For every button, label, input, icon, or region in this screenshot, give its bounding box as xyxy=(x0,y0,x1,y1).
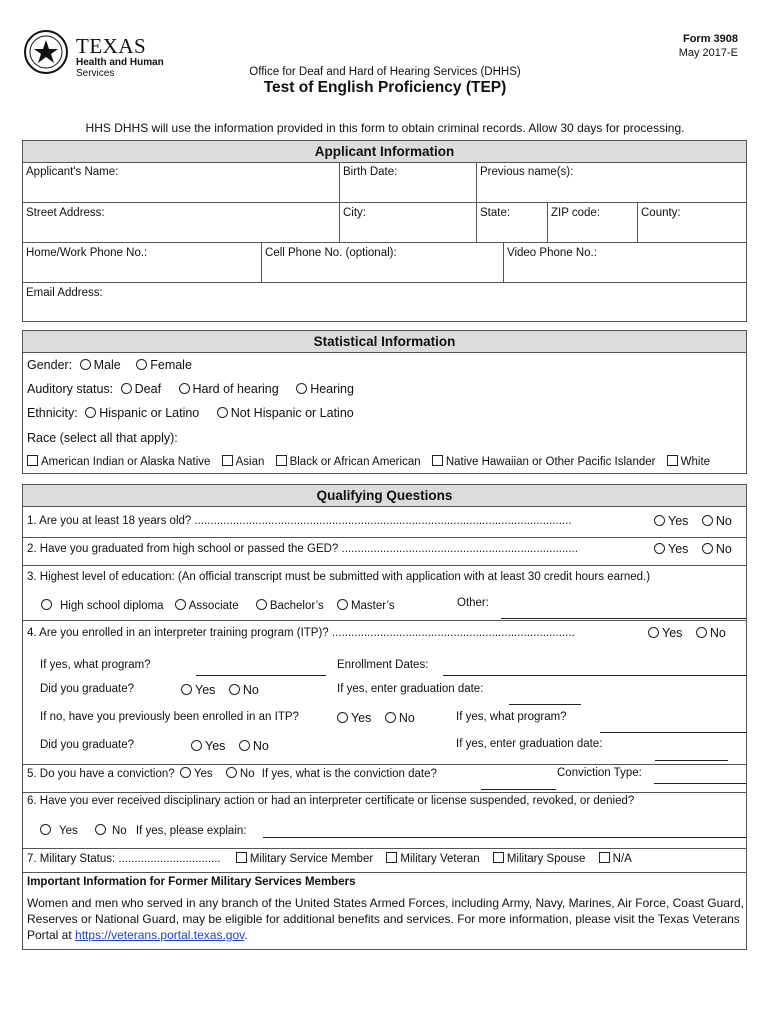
previous-names-field[interactable]: Previous name(s): xyxy=(477,162,746,203)
explain-line[interactable] xyxy=(263,837,746,838)
q2-no-radio[interactable]: No xyxy=(692,542,732,556)
military-spouse-checkbox[interactable]: Military Spouse xyxy=(483,853,586,865)
q6-no-radio[interactable]: No xyxy=(81,825,127,837)
question-2: 2. Have you graduated from high school or passed the GED? .......................................................................... xyxy=(27,543,578,555)
education-masters-radio[interactable]: Master’s xyxy=(327,600,395,612)
question-7: 7. Military Status: ................................ Military Service Member Military Veteran Military Spouse N/A xyxy=(27,853,632,865)
prev-program-line[interactable] xyxy=(600,732,746,733)
race-black-checkbox[interactable]: Black or African American xyxy=(268,456,421,468)
graduate-answers xyxy=(181,683,259,697)
logo-subtitle-2: Services xyxy=(76,68,115,79)
section-heading: Statistical Information xyxy=(23,331,746,353)
which-program-label: If yes, what program? xyxy=(40,659,151,671)
email-address-field[interactable]: Email Address: xyxy=(26,287,103,299)
processing-notice: HHS DHHS will use the information provided in this form to obtain criminal records. Allow 30 days for processing. xyxy=(85,121,685,135)
prev-itp-label: If no, have you previously been enrolled in an ITP? xyxy=(40,711,299,723)
graduate-yes-radio[interactable]: Yes xyxy=(181,683,215,697)
conviction-type-label: Conviction Type: xyxy=(557,767,642,779)
q4-yes-radio[interactable]: Yes xyxy=(648,626,682,640)
ethnicity-row: Ethnicity: Hispanic or Latino Not Hispanic or Latino xyxy=(27,406,354,420)
graduation-date-line[interactable] xyxy=(509,704,581,705)
education-other-line[interactable] xyxy=(501,618,746,619)
education-associate-radio[interactable]: Associate xyxy=(167,600,239,612)
graduate-2-answers xyxy=(191,739,269,753)
prev-itp-no-radio[interactable]: No xyxy=(375,711,415,725)
statistical-information-section xyxy=(22,330,747,474)
applicant-name-field[interactable]: Applicant's Name: xyxy=(23,162,340,203)
q6-answers xyxy=(40,824,246,837)
county-field[interactable]: County: xyxy=(638,203,746,243)
race-label: Race (select all that apply): xyxy=(27,431,178,445)
question-1: 1. Are you at least 18 years old? ...................................................................................................................... xyxy=(27,515,572,527)
prev-itp-answers xyxy=(337,711,415,725)
section-heading: Applicant Information xyxy=(23,141,746,163)
logo-title: TEXAS xyxy=(76,34,147,58)
form-date: May 2017-E xyxy=(678,47,738,59)
form-number: Form 3908 xyxy=(682,33,738,45)
education-high-school-radio[interactable]: High school diploma xyxy=(41,600,164,612)
veterans-portal-link[interactable]: https://veterans.portal.texas.gov xyxy=(75,928,245,942)
military-veteran-checkbox[interactable]: Military Veteran xyxy=(376,853,479,865)
race-native-hawaiian-checkbox[interactable]: Native Hawaiian or Other Pacific Islander xyxy=(424,456,656,468)
graduation-date-label: If yes, enter graduation date: xyxy=(337,683,484,695)
question-4: 4. Are you enrolled in an interpreter training program (ITP)? ............................................................................ xyxy=(27,627,575,639)
section-heading: Qualifying Questions xyxy=(23,485,746,507)
q6-yes-radio[interactable]: Yes xyxy=(40,825,78,837)
q1-yes-radio[interactable]: Yes xyxy=(654,514,688,528)
ethnicity-not-hispanic-radio[interactable]: Not Hispanic or Latino xyxy=(203,406,354,420)
race-white-checkbox[interactable]: White xyxy=(659,456,710,468)
conviction-date-label: If yes, what is the conviction date? xyxy=(261,768,437,780)
q4-no-radio[interactable]: No xyxy=(686,626,726,640)
auditory-hearing-radio[interactable]: Hearing xyxy=(282,382,354,396)
question-5: 5. Do you have a conviction? Yes No If yes, what is the conviction date? xyxy=(27,768,437,780)
race-american-indian-checkbox[interactable]: American Indian or Alaska Native xyxy=(27,456,210,468)
did-graduate-2-label: Did you graduate? xyxy=(40,739,134,751)
office-name: Office for Deaf and Hard of Hearing Services (DHHS) xyxy=(249,66,521,78)
enrollment-dates-label: Enrollment Dates: xyxy=(337,659,429,671)
graduate-no-radio[interactable]: No xyxy=(219,683,259,697)
education-other-label: Other: xyxy=(457,597,489,609)
ethnicity-hispanic-radio[interactable]: Hispanic or Latino xyxy=(81,406,199,420)
zip-code-field[interactable]: ZIP code: xyxy=(548,203,638,243)
question-6: 6. Have you ever received disciplinary action or had an interpreter certificate or license suspended, revoked, or denied? xyxy=(27,795,635,807)
conviction-type-line[interactable] xyxy=(654,783,746,784)
logo-subtitle: Health and Human xyxy=(76,57,164,68)
street-address-field[interactable]: Street Address: xyxy=(23,203,340,243)
cell-phone-field[interactable]: Cell Phone No. (optional): xyxy=(262,243,504,283)
race-asian-checkbox[interactable]: Asian xyxy=(214,456,265,468)
prev-program-label: If yes, what program? xyxy=(456,711,567,723)
auditory-row: Auditory status: Deaf Hard of hearing Hearing xyxy=(27,382,354,396)
page-title: Test of English Proficiency (TEP) xyxy=(263,79,507,96)
q1-answers xyxy=(654,514,732,528)
birth-date-field[interactable]: Birth Date: xyxy=(340,162,477,203)
applicant-information-section xyxy=(22,140,747,322)
auditory-deaf-radio[interactable]: Deaf xyxy=(117,382,161,396)
city-field[interactable]: City: xyxy=(340,203,477,243)
gender-male-radio[interactable]: Male xyxy=(76,358,121,372)
military-na-checkbox[interactable]: N/A xyxy=(589,853,632,865)
qualifying-questions-section xyxy=(22,484,747,950)
q1-no-radio[interactable]: No xyxy=(692,514,732,528)
question-3: 3. Highest level of education: (An official transcript must be submitted with application with at least 30 credit hours earned.) xyxy=(27,571,651,583)
home-work-phone-field[interactable]: Home/Work Phone No.: xyxy=(23,243,262,283)
gender-female-radio[interactable]: Female xyxy=(124,358,192,372)
q2-answers xyxy=(654,542,732,556)
education-bachelors-radio[interactable]: Bachelor’s xyxy=(242,600,324,612)
q5-no-radio[interactable]: No xyxy=(216,768,255,780)
did-graduate-label: Did you graduate? xyxy=(40,683,134,695)
military-info-heading: Important Information for Former Military Services Members xyxy=(27,876,356,888)
conviction-date-line[interactable] xyxy=(481,789,556,790)
program-line[interactable] xyxy=(196,675,326,676)
auditory-hard-of-hearing-radio[interactable]: Hard of hearing xyxy=(165,382,279,396)
military-info-text: Women and men who served in any branch of the United States Armed Forces, including Army, Navy, Marines, Air Force, Coast Guard, Reserves or National Guard, may be eligible for additional benefits and services. For more information, please visit the Texas Veterans Portal at https://veterans.portal.texas.gov. xyxy=(27,896,744,942)
prev-itp-yes-radio[interactable]: Yes xyxy=(337,711,371,725)
graduation-date-2-line[interactable] xyxy=(655,760,728,761)
q5-yes-radio[interactable]: Yes xyxy=(178,768,213,780)
graduate-2-yes-radio[interactable]: Yes xyxy=(191,739,225,753)
video-phone-field[interactable]: Video Phone No.: xyxy=(504,243,746,283)
military-service-member-checkbox[interactable]: Military Service Member xyxy=(224,853,373,865)
explain-label: If yes, please explain: xyxy=(135,825,247,837)
enrollment-dates-line[interactable] xyxy=(443,675,746,676)
q4-answers xyxy=(648,626,726,640)
q2-yes-radio[interactable]: Yes xyxy=(654,542,688,556)
graduation-date-2-label: If yes, enter graduation date: xyxy=(456,738,603,750)
education-options xyxy=(41,599,395,612)
race-row xyxy=(27,455,710,468)
state-field[interactable]: State: xyxy=(477,203,548,243)
graduate-2-no-radio[interactable]: No xyxy=(229,739,269,753)
gender-row: Gender: Male Female xyxy=(27,358,192,372)
